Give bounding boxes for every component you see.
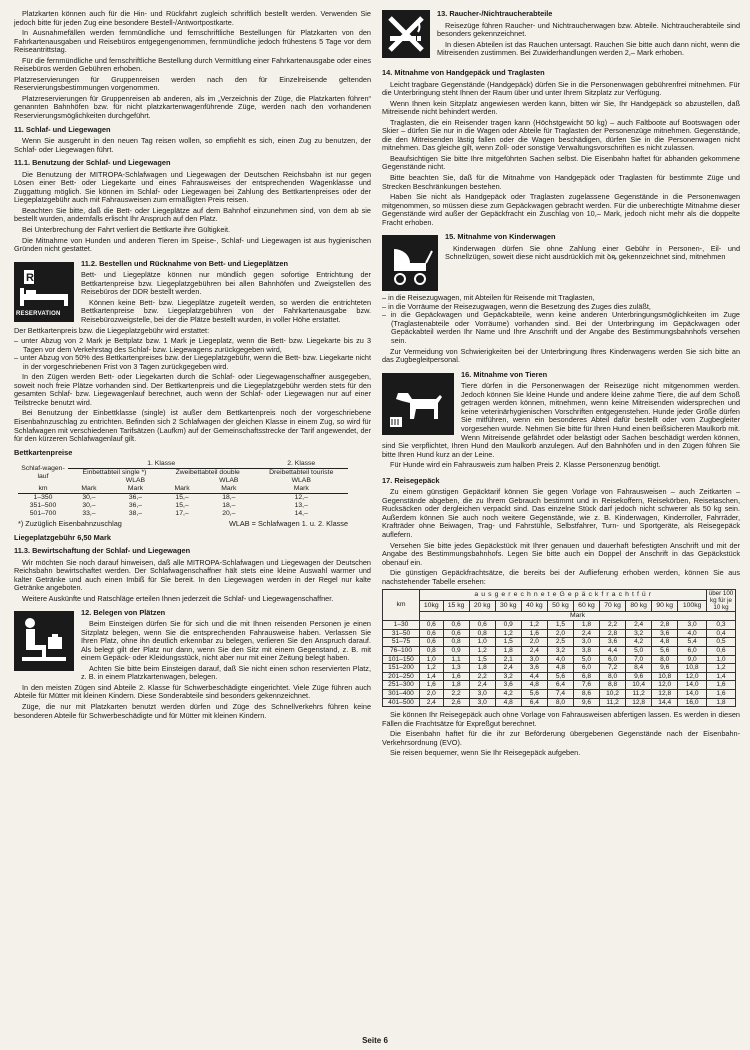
table-cell: 5,6 <box>547 672 573 681</box>
table-cell: 10,4 <box>626 681 652 690</box>
weight-header-row <box>383 601 736 612</box>
table-cell: 2,6 <box>443 698 469 707</box>
table-row <box>383 672 736 681</box>
para-11-1-d: Die Mitnahme von Hunden und anderen Tieren im Speise-, Schlaf- und Liegewagen ist aus hygienischen Gründen nicht gestattet. <box>14 235 371 254</box>
para-14-f: Haben Sie nicht als Handgepäck oder Traglasten zugelassene Gegenstände in die Personenwagen mitgenommen, so müssen diese zum Gepäckwagen gebracht werden. Für die unberechtigte Mitnahme dieser Gegenstände wird außer der Gepäckfracht ein Zuschlag von 10,– Mark, jedoch nicht mehr als die doppelte Fracht erhoben. <box>382 192 740 227</box>
heading-14: 14. Mitnahme von Handgepäck und Traglasten <box>382 68 545 77</box>
col-header-class-1: 1. Klasse <box>68 460 254 469</box>
list-item: – unter Abzug von 50% des Bettkartenpreises bzw. der Liegeplatzgebühr, wenn die Bett- bzw. Liegekarte nicht in der vorgeschriebenen Frist von 3 Tagen zurückgegeben wird. <box>14 353 371 371</box>
table-cell: 1,2 <box>495 629 521 638</box>
mark-label: Mark <box>81 485 97 493</box>
weight-header: 70 kg <box>600 601 626 612</box>
section-11-2 <box>14 260 371 444</box>
refund-list <box>14 337 371 371</box>
col-header-over: über 100 kg für je 10 kg <box>707 590 736 612</box>
table-cell: 4,4 <box>521 672 547 681</box>
table-cell: 11,2 <box>626 690 652 699</box>
table-cell: 3,0 <box>521 655 547 664</box>
right-column <box>382 10 740 760</box>
table-cell: 76–100 <box>383 647 420 656</box>
para-12-d: Züge, die nur mit Platzkarten benutzt werden dürfen und Züge des Schnellverkehrs führen keine besonderen Abteile für Schwerbeschädigte und für Mütter mit kleinen Kindern. <box>14 702 371 720</box>
para-15-a: Kinderwagen dürfen Sie ohne Zahlung einer Gebühr in Personen-, Eil- und Schnellzügen, soweit diese nicht ausdrücklich mit ꝺꝶ gekennzeichnet sind, mitnehmen <box>445 243 740 262</box>
table-cell: 4,2 <box>495 690 521 699</box>
para-11-3-b: Weitere Auskünfte und Ratschläge erteilen Ihnen jederzeit die Schlaf- und Liegewagenschaffner. <box>22 593 334 603</box>
table-cell: 30,– <box>82 502 96 510</box>
table-cell: 1,6 <box>707 681 736 690</box>
para-14-e: Bitte beachten Sie, daß für die Mitnahme von Handgepäck oder Traglasten für bestimmte Züge und Strecken Beschränkungen bestehen. <box>382 173 740 191</box>
para-16-b: Für Hunde wird ein Fahrausweis zum halben Preis 2. Klasse Personenzug benötigt. <box>390 460 661 470</box>
mark-label: Mark <box>174 485 190 493</box>
table-cell: 6,0 <box>600 655 626 664</box>
intro-para-1: Platzkarten können auch für die Hin- und Rückfahrt zugleich schriftlich bestellt werden. Verwenden Sie jedoch bitte für jeden Zug eine besondere Bestell-/Antwortpostkarte. <box>14 9 371 27</box>
km-label: km <box>38 485 48 493</box>
weight-header: 60 kg <box>573 601 599 612</box>
table-cell: 31–50 <box>383 629 420 638</box>
table-cell: 17,– <box>175 510 189 518</box>
table-cell: 36,– <box>128 494 143 502</box>
para-11-3-a: Wir möchten Sie noch darauf hinweisen, daß alle MITROPA-Schlafwagen und Liegewagen der Deutschen Reichsbahn bewirtschaftet werden. Der Schlafwagenschaffner hält stets eine kleine Auswahl warmer und kalter Getränke und auch einen Imbiß für Sie bereit. In den Liegewagen werden in der Regel nur kalte Getränke angeboten. <box>14 557 371 593</box>
table-cell: 251–300 <box>383 681 420 690</box>
table-cell: 5,6 <box>652 647 678 656</box>
table-cell: 0,3 <box>707 621 736 630</box>
pram-icon <box>382 235 438 291</box>
col-header-lauf: Schlaf-wagen-lauf <box>21 464 65 480</box>
table-cell: 3,6 <box>521 664 547 673</box>
table-cell: 1,6 <box>420 681 444 690</box>
table-cell: 501–700 <box>29 510 57 518</box>
table-cell: 4,0 <box>678 629 707 638</box>
table-cell: 1,5 <box>547 621 573 630</box>
bettkarten-title: Bettkartenpreise <box>14 447 73 457</box>
table-row <box>383 621 736 630</box>
section-16 <box>382 371 740 470</box>
reservation-label: RESERVATION <box>16 311 61 318</box>
intro-para-5: Platzreservierungen für Gruppenreisen ab anderen, als im „Verzeichnis der Züge, die Platzkarten führen“ genannten Bahnhöfen bzw. für nicht platzkartenwagenführende Züge, werden nach den vorhandenen Reservierungsmöglichkeiten durchgeführt. <box>14 93 371 121</box>
para-11-2-b: Können keine Bett- bzw. Liegeplätze zugeteilt werden, so werden die entrichteten Bettkartenpreise bzw. Liegeplatzgebühren von der Fahrkartenausgabe bzw. Reisebürozweigstelle, bei der die Plätze bestellt wurden, in voller Höhe erstattet. <box>81 297 371 324</box>
table-cell: 2,2 <box>600 621 626 630</box>
list-item: – in die Gepäckwagen und Gepäckabteile, wenn keine anderen Unterbringungsmöglichkeiten im Zuge (Traglastenabteile oder Vorräume) vorhanden sind. Bei der Unterbringung im Gepäckwagen oder Gepäckabteil werden Ihr Name und Ihre Anschrift und der Angabe des Bestimmungsbahnhofs versehen sein. <box>382 310 740 346</box>
table-cell: 0,8 <box>443 638 469 647</box>
table-cell: 1,8 <box>573 621 599 630</box>
table-row <box>383 655 736 664</box>
table-cell: 1,8 <box>469 664 495 673</box>
table-cell: 1,8 <box>707 698 736 707</box>
table-cell: 51–75 <box>383 638 420 647</box>
left-column <box>14 10 371 722</box>
table-row <box>18 494 348 503</box>
table-cell: 16,0 <box>678 698 707 707</box>
seat-luggage-icon <box>14 611 74 671</box>
table-cell: 1,5 <box>495 638 521 647</box>
table-cell: 2,5 <box>547 638 573 647</box>
touriste-label: Dreibettabteil touriste <box>269 469 334 477</box>
para-17-d: Sie können Ihr Reisegepäck auch ohne Vorlage von Fahrausweisen abfertigen lassen. Es werden in diesen Fällen die Frachtsätze für Expreßgut berechnet. <box>382 710 740 728</box>
heading-11-1: 11.1. Benutzung der Schlaf- und Liegewagen <box>14 158 171 168</box>
table-cell: 3,0 <box>678 621 707 630</box>
intro-para-2: In Ausnahmefällen werden fernmündliche und fernschriftliche Bestellungen für Platzkarten von den Fahrkartenausgaben und Reisebüros entgegengenommen, fernmündliche jedoch frühestens 5 Tage vor dem Reiseantrittstag. <box>14 28 371 55</box>
table-cell: 4,8 <box>495 698 521 707</box>
para-12-c: In den meisten Zügen sind Abteile 2. Klasse für Schwerbeschädigte eingerichtet. Viele Züge führen auch Abteile für Mütter mit kleinen Kindern. Diese Sonderabteile sind besonders gekennzeichnet. <box>14 682 371 701</box>
table-cell: 2,4 <box>469 681 495 690</box>
table-cell: 15,– <box>175 494 189 502</box>
table-cell: 18,– <box>222 494 236 502</box>
table-cell: 5,6 <box>521 690 547 699</box>
table-cell: 7,4 <box>547 690 573 699</box>
table-cell: 2,8 <box>652 621 678 630</box>
table-cell: 1,2 <box>707 664 736 673</box>
table-cell: 3,6 <box>495 681 521 690</box>
table-cell: 8,6 <box>573 690 599 699</box>
para-14-c: Traglasten, die ein Reisender tragen kann (Höchstgewicht 50 kg) – auch Faltboote auf Bootswagen oder Skier – dürfen Sie nur in die Wagen oder Abteile für Traglasten der Personenzüge mitnehmen. Gegenstände, die den Mitreisenden lästig fallen oder die Wagen beschädigen, dürfen Sie in die Personenwagen nicht mitnehmen. Das gleiche gilt, wenn Zoll- oder sonstige Verwaltungsvorschriften es nicht zulassen. <box>382 117 740 153</box>
table-cell: 3,0 <box>469 698 495 707</box>
table-cell: 201–250 <box>383 672 420 681</box>
note-wlab: WLAB = Schlafwagen 1. u. 2. Klasse <box>228 519 348 529</box>
table-cell: 1,3 <box>443 664 469 673</box>
table-cell: 0,6 <box>443 629 469 638</box>
section-15 <box>382 233 740 364</box>
table-cell: 3,0 <box>469 690 495 699</box>
list-item: – in die Reisezugwagen, mit Abteilen für Reisende mit Traglasten, <box>382 293 595 303</box>
table-cell: 4,4 <box>600 647 626 656</box>
table-cell: 12,– <box>294 494 308 502</box>
wlab-label: WLAB <box>125 477 146 485</box>
table-cell: 3,2 <box>495 672 521 681</box>
table-cell: 8,0 <box>600 672 626 681</box>
single-label: Einbettabteil single *) <box>82 469 147 477</box>
table-cell: 1,2 <box>420 664 444 673</box>
para-11-1-b: Beachten Sie bitte, daß die Bett- oder Liegeplätze auf dem Bahnhof einzunehmen sind, von dem ab sie bestellt wurden, andernfalls erlischt Ihr Anspruch auf den Platz. <box>14 205 371 224</box>
para-17-b: Versehen Sie bitte jedes Gepäckstück mit Ihrer genauen und dauerhaft befestigten Anschrift und mit der Angabe des Bestimmungsbahnhofs. Legen Sie bitte auch ein Doppel der Anschrift in das Gepäckstück obenauf ein. <box>382 540 740 567</box>
table-cell: 1,0 <box>420 655 444 664</box>
no-smoking-icon <box>382 10 430 58</box>
col-header-mark: Mark <box>420 612 736 621</box>
list-item: – in die Vorräume der Reisezugwagen, wenn die Besetzung des Zuges dies zuläßt, <box>382 301 651 311</box>
table-cell: 0,8 <box>420 647 444 656</box>
table-cell: 38,– <box>128 510 143 518</box>
para-11-2-a: Bett- und Liegeplätze können nur mündlich gegen sofortige Entrichtung der Bettkartenpreise bzw. Liegeplatzgebühren bei allen Bahnhöfen und Zweigstellen des Reisebüros der DDR bestellt werden. <box>81 270 371 297</box>
para-17-a: Zu einem günstigen Gepäcktarif können Sie gegen Vorlage von Fahrausweisen – auch Zeitkarten – Gegenstände abgeben, die zu Ihrem Gebrauch bestimmt und in Reisekoffern, Reisekörben, Reisetaschen, Rucksäcken oder dergleichen verpackt sind. Das einzelne Stück darf jedoch nicht schwerer als 50 kg sein. Außerdem können Sie auch noch weitere Gegenstände, wie z. B. Kinderwagen, Kinderroller, Fahrräder, Krafträder ohne Beiwagen, Trag- und Fahrstühle, Selbstfahrer, Turn- und Sportgeräte, als Reisegepäck auflefern. <box>382 487 740 539</box>
table-cell: 12,0 <box>652 681 678 690</box>
table-cell: 6,8 <box>573 672 599 681</box>
table-cell: 2,4 <box>495 664 521 673</box>
table-cell: 4,8 <box>521 681 547 690</box>
table-row <box>383 681 736 690</box>
table-cell: 11,2 <box>600 698 626 707</box>
table-cell: 2,4 <box>573 629 599 638</box>
liegeplatz-fee: Liegeplatzgebühr 6,50 Mark <box>14 532 111 542</box>
table-cell: 13,– <box>294 502 308 510</box>
table-cell: 1,5 <box>469 655 495 664</box>
para-17-f: Sie reisen bequemer, wenn Sie Ihr Reisegepäck aufgeben. <box>390 748 581 758</box>
para-14-a: Leicht tragbare Gegenstände (Handgepäck) dürfen Sie in die Personenwagen gebührenfrei mitnehmen. Für die Unterbringung steht Ihnen der Raum über und unter Ihrem Sitzplatz zur Verfügung. <box>382 79 740 98</box>
table-cell: 2,0 <box>420 690 444 699</box>
table-cell: 2,0 <box>521 638 547 647</box>
table-cell: 0,9 <box>443 647 469 656</box>
table-cell: 5,4 <box>678 638 707 647</box>
table-row <box>383 664 736 673</box>
table-cell: 1,4 <box>707 672 736 681</box>
table-row <box>383 690 736 699</box>
table-cell: 30,– <box>82 494 96 502</box>
table-cell: 3,6 <box>600 638 626 647</box>
table-cell: 1,6 <box>707 690 736 699</box>
table-cell: 6,4 <box>547 681 573 690</box>
table-row <box>18 510 348 518</box>
table-cell: 0,4 <box>707 629 736 638</box>
intro-para-4: Platzreservierungen für Gruppenreisen werden nach den für Einzelreisende geltenden Reservierungsbestimmungen vorgenommen. <box>14 74 371 93</box>
table-cell: 3,0 <box>573 638 599 647</box>
table-cell: 9,6 <box>573 698 599 707</box>
heading-16: 16. Mitnahme von Tieren <box>461 369 548 379</box>
reservation-bed-icon <box>14 262 74 322</box>
para-11-1-a: Die Benutzung der MITROPA-Schlafwagen und Liegewagen der Deutschen Reichsbahn ist nur gegen Lösen einer Bett- oder Liegekarte und eines Fahrausweises der entsprechenden Wagenklasse und Zuggattung möglich. Sie können im Schlaf- oder Liegewagen bei Zahlung des Bettkartenpreises oder der Liegeplatzgebühr auch mit Fahrausweisen zum ermäßigten Preis reisen. <box>14 169 371 205</box>
section-12 <box>14 609 371 721</box>
weight-header: 10kg <box>420 601 444 612</box>
double-label: Zweibettabteil double <box>175 469 240 477</box>
dog-icon <box>382 373 454 435</box>
table-row <box>383 647 736 656</box>
gepaeck-rows <box>383 621 736 707</box>
para-17-c: Die günstigen Gepäckfrachtsätze, die bereits bei der Auflieferung erhoben werden, können Sie aus nachstehender Tabelle ersehen: <box>382 568 740 586</box>
para-12-a: Beim Einsteigen dürfen Sie für sich und die mit Ihnen reisenden Personen je einen Sitzplatz belegen, wenn Sie die entsprechenden Fahrausweise haben. Verlassen Sie Ihren Platz, ohne ihn deutlich erkennbar zu belegen, verlieren Sie den Anspruch darauf. Als belegt gilt der Platz nur dann, wenn Sie den Sitz mit einem Gegenstand, z. B. mit einem Gepäck- oder Kleidungsstück, nicht aber nur mit einer Zeitung belegt haben. <box>81 619 371 663</box>
wlab-label: WLAB <box>219 477 239 485</box>
table-cell: 7,2 <box>600 664 626 673</box>
table-cell: 1,1 <box>443 655 469 664</box>
table-cell: 0,6 <box>443 621 469 630</box>
table-cell: 1,6 <box>443 672 469 681</box>
table-cell: 1,0 <box>469 638 495 647</box>
table-cell: 0,5 <box>707 638 736 647</box>
table-cell: 14,0 <box>678 681 707 690</box>
weight-header: 100kg <box>678 601 707 612</box>
svg-text:R: R <box>26 271 34 284</box>
table-cell: 0,9 <box>495 621 521 630</box>
table-cell: 2,1 <box>495 655 521 664</box>
table-cell: 6,4 <box>521 698 547 707</box>
table-cell: 10,8 <box>678 664 707 673</box>
table-row <box>383 698 736 707</box>
table-cell: 10,2 <box>600 690 626 699</box>
table-cell: 0,6 <box>420 629 444 638</box>
table-cell: 4,2 <box>626 638 652 647</box>
table-cell: 1,6 <box>521 629 547 638</box>
table-cell: 9,6 <box>652 664 678 673</box>
para-17-e: Die Eisenbahn haftet für die ihr zur Beförderung übergebenen Gegenstände nach der Eisenbahn-Verkehrsordnung (EVO). <box>382 729 740 747</box>
table-cell: 4,8 <box>652 638 678 647</box>
heading-13: 13. Raucher-/Nichtraucherabteile <box>437 9 553 18</box>
wlab-label: WLAB <box>291 477 311 485</box>
bettkarten-table <box>18 460 348 518</box>
table-cell: 6,0 <box>573 664 599 673</box>
mark-label: Mark <box>221 485 237 493</box>
table-cell: 36,– <box>128 502 143 510</box>
para-16-a: Tiere dürfen in die Personenwagen der Reisezüge nicht mitgenommen werden. Jedoch können Sie kleine Hunde und andere kleine zahme Tiere, die auf dem Schoß getragen werden können, mitnehmen, wenn keine Mitreisenden widersprechen und keine veterinärhygienischen Vorschriften entgegenstehen. Hunde jeder Größe dürfen Sie mitführen, wenn ein besonderes Abteil dafür bestellt oder vom Zugbegleiter vorgesehen wurde. Nehmen Sie bitte für Ihren Hund einen beißsicheren Maulkorb mit. Wenn Mitreisende gefährdet oder belästigt oder Sachen beschädigt werden können, sind Sie verpflichtet, Ihren Hund den Maulkorb anzulegen. Auf den Bahnhöfen und in den Zügen führen Sie bitte Ihren Hund kurz an der Leine. <box>382 381 740 459</box>
para-11-1-c: Bei Unterbrechung der Fahrt verliert die Bettkarte ihre Gültigkeit. <box>22 225 231 235</box>
table-cell: 2,2 <box>443 690 469 699</box>
table-row <box>383 638 736 647</box>
table-cell: 3,2 <box>547 647 573 656</box>
table-cell: 4,8 <box>547 664 573 673</box>
table-cell: 2,0 <box>547 629 573 638</box>
para-11-2-d: In den Zügen werden Bett- oder Liegekarten durch die Schlaf- oder Liegewagenschaffner ausgegeben, soweit noch freie Plätze vorhanden sind. Der Bettkartenpreis und die Liegeplatzgebühr werden stets für den gesamten Schlaf- bzw. Liegewagenlauf berechnet, auch wenn der Schlaf- oder Liegewagen nur auf einer Teilstrecke benutzt wird. <box>14 372 371 407</box>
table-cell: 1–30 <box>383 621 420 630</box>
para-14-d: Beaufsichtigen Sie bitte Ihre mitgeführten Sachen selbst. Die Eisenbahn haftet für abhanden gekommene Gegenstände nicht. <box>382 153 740 172</box>
para-11-2-c: Der Bettkartenpreis bzw. die Liegeplatzgebühr wird erstattet: <box>14 325 210 335</box>
heading-11-2: 11.2. Bestellen und Rücknahme von Bett- und Liegeplätzen <box>81 258 288 268</box>
table-cell: 8,0 <box>652 655 678 664</box>
table-cell: 151–200 <box>383 664 420 673</box>
table-cell: 6,0 <box>678 647 707 656</box>
table-cell: 14,4 <box>652 698 678 707</box>
table-cell: 101–150 <box>383 655 420 664</box>
table-cell: 18,– <box>222 502 236 510</box>
weight-header: 80 kg <box>626 601 652 612</box>
table-cell: 12,8 <box>652 690 678 699</box>
table-cell: 8,8 <box>600 681 626 690</box>
table-cell: 7,6 <box>573 681 599 690</box>
weight-header: 90 kg <box>652 601 678 612</box>
table-cell: 33,– <box>82 510 96 518</box>
table-cell: 2,4 <box>420 698 444 707</box>
list-item: – unter Abzug von 2 Mark je Bettplatz bzw. 1 Mark je Liegeplatz, wenn die Bett- bzw. Liegekarte bis zu 3 Tagen vor dem Verkehrstag des Schlaf- bzw. Liegewagens zurückgegeben wird, <box>14 336 371 354</box>
table-cell: 15,– <box>175 502 189 510</box>
col-header-fracht: a u s g e r e c h n e t e G e p ä c k f r a c h t f ü r <box>420 590 707 601</box>
table-cell: 14,– <box>294 510 308 518</box>
table-cell: 401–500 <box>383 698 420 707</box>
heading-17: 17. Reisegepäck <box>382 475 440 485</box>
heading-15: 15. Mitnahme von Kinderwagen <box>445 232 556 242</box>
weight-header: 20 kg <box>469 601 495 612</box>
section-13 <box>382 10 740 61</box>
note-zuschlag: *) Zuzüglich Eisenbahnzuschlag <box>18 519 122 529</box>
weight-header: 50 kg <box>547 601 573 612</box>
table-cell: 10,8 <box>652 672 678 681</box>
para-11: Wenn Sie ausgeruht in den neuen Tag reisen wollen, so empfiehlt es sich, einen Zug zu benutzen, der Schlaf- oder Liegewagen führt. <box>14 136 371 154</box>
para-13-a: Reisezüge führen Raucher- und Nichtraucherwagen bzw. Abteile. Nichtraucherabteile sind besonders gekennzeichnet. <box>437 20 740 39</box>
table-cell: 1–350 <box>33 494 53 502</box>
table-cell: 20,– <box>222 510 236 518</box>
table-cell: 12,0 <box>678 672 707 681</box>
table-cell: 3,2 <box>626 629 652 638</box>
table-cell: 9,6 <box>626 672 652 681</box>
table-cell: 0,8 <box>469 629 495 638</box>
table-cell: 1,0 <box>707 655 736 664</box>
para-14-b: Wenn Ihnen kein Sitzplatz angewiesen werden kann, bitten wir Sie, Ihr Handgepäck so abzustellen, daß Mitreisende nicht behindert werden. <box>382 98 740 117</box>
table-cell: 0,6 <box>420 621 444 630</box>
para-12-b: Achten Sie bitte beim Einsteigen darauf, daß Sie nicht einen schon reservierten Platz, z. B. in einem Platzkartenwagen, belegen. <box>81 663 371 682</box>
table-cell: 2,4 <box>521 647 547 656</box>
table-cell: 0,6 <box>707 647 736 656</box>
mark-label: Mark <box>127 485 143 493</box>
table-cell: 8,4 <box>626 664 652 673</box>
table-cell: 2,4 <box>626 621 652 630</box>
heading-11: 11. Schlaf- und Liegewagen <box>14 124 111 134</box>
table-cell: 2,8 <box>600 629 626 638</box>
table-cell: 301–400 <box>383 690 420 699</box>
bettkarten-notes <box>18 520 348 529</box>
table-cell: 1,4 <box>420 672 444 681</box>
table-cell: 3,8 <box>573 647 599 656</box>
gepaeck-table <box>382 589 736 707</box>
table-cell: 9,0 <box>678 655 707 664</box>
bettkarten-rows <box>18 494 348 519</box>
table-cell: 5,0 <box>626 647 652 656</box>
intro-para-3: Für die fernmündliche und fernschriftliche Bestellung durch Vermittlung einer Fahrkartenausgabe oder eines Reisebüros werden Gebühren erhoben. <box>14 55 371 74</box>
weight-header: 30 kg <box>495 601 521 612</box>
table-cell: 14,0 <box>678 690 707 699</box>
table-cell: 12,8 <box>626 698 652 707</box>
table-cell: 0,6 <box>469 621 495 630</box>
table-cell: 3,6 <box>652 629 678 638</box>
table-cell: 7,0 <box>626 655 652 664</box>
table-cell: 1,2 <box>469 647 495 656</box>
table-cell: 4,0 <box>547 655 573 664</box>
table-cell: 0,6 <box>420 638 444 647</box>
col-header-class-2: 2. Klasse <box>254 460 348 469</box>
table-cell: 5,0 <box>573 655 599 664</box>
table-cell: 2,2 <box>469 672 495 681</box>
table-cell: 1,8 <box>443 681 469 690</box>
table-cell: 351–500 <box>29 502 57 510</box>
mark-label: Mark <box>293 485 309 493</box>
page-number: Seite 6 <box>362 1036 388 1045</box>
weight-header: 15 kg <box>443 601 469 612</box>
table-cell: 1,2 <box>521 621 547 630</box>
table-row <box>383 629 736 638</box>
para-11-2-e: Bei Benutzung der Einbettklasse (single) ist außer dem Bettkartenpreis noch der vorgeschriebene Eisenbahnzuschlag zu entrichten. Befinden sich 2 Schlafwagen der gleichen Klasse in einem Zug, so wird für Schlafwagen mit verschiedenen Tarifsätzen (Laufkm) auf der Gemeinschaftsstrecke der Tarif angewendet, der für den kürzeren Schlafwagenlauf gilt. <box>14 408 371 444</box>
para-13-b: In diesen Abteilen ist das Rauchen untersagt. Rauchen Sie bitte auch dann nicht, wenn die Mitreisenden zustimmen. Bei Zuwiderhandlungen werden 2,– Mark erhoben. <box>437 39 740 58</box>
table-row <box>18 502 348 510</box>
pram-list <box>382 294 740 345</box>
weight-header: 40 kg <box>521 601 547 612</box>
table-cell: 8,0 <box>547 698 573 707</box>
heading-11-3: 11.3. Bewirtschaftung der Schlaf- und Liegewagen <box>14 546 191 556</box>
table-cell: 1,8 <box>495 647 521 656</box>
heading-12: 12. Belegen von Plätzen <box>81 607 166 617</box>
para-15-b: Zur Vermeidung von Schwierigkeiten bei der Unterbringung Ihres Kinderwagens werden Sie sich bitte an das Zugbegleitpersonal. <box>382 346 740 365</box>
col-header-km: km <box>383 590 420 621</box>
